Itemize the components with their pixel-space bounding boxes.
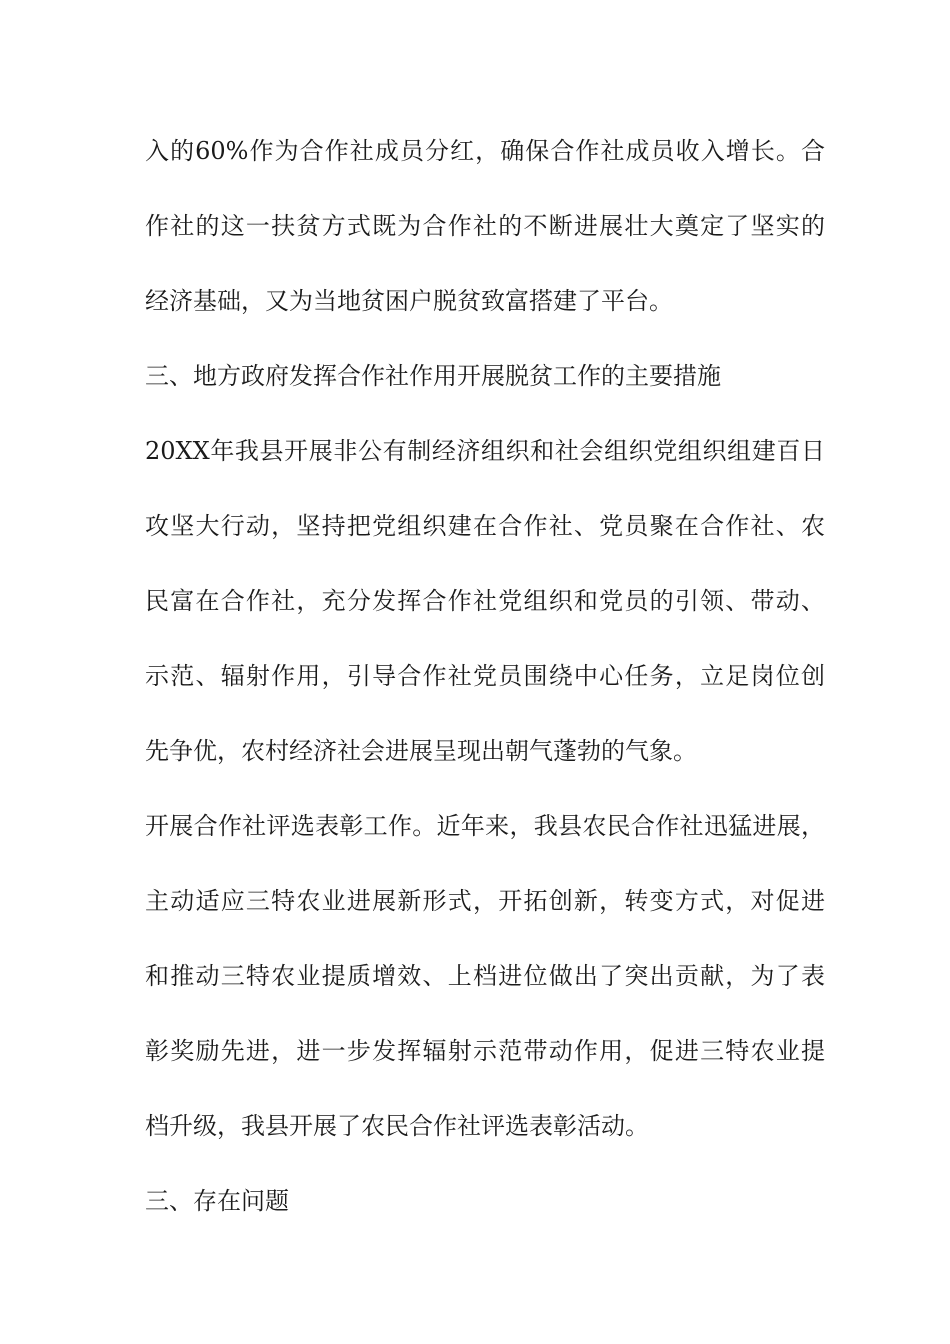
text-line-12: 和推动三特农业提质增效、上档进位做出了突出贡献，为了表 xyxy=(145,962,825,990)
text-line-9: 先争优，农村经济社会进展呈现出朝气蓬勃的气象。 xyxy=(145,737,697,765)
text-line-11: 主动适应三特农业进展新形式，开拓创新，转变方式，对促进 xyxy=(145,887,825,915)
text-line-10: 开展合作社评选表彰工作。近年来，我县农民合作社迅猛进展， xyxy=(145,812,825,840)
text-line-13: 彰奖励先进，进一步发挥辐射示范带动作用，促进三特农业提 xyxy=(145,1037,825,1065)
text-line-5: 20XX年我县开展非公有制经济组织和社会组织党组织组建百日 xyxy=(145,437,825,465)
text-line-1: 入的60%作为合作社成员分红，确保合作社成员收入增长。合 xyxy=(145,137,825,165)
section-heading-problems: 三、存在问题 xyxy=(145,1187,289,1215)
text-line-8: 示范、辐射作用，引导合作社党员围绕中心任务，立足岗位创 xyxy=(145,662,825,690)
text-line-7: 民富在合作社，充分发挥合作社党组织和党员的引领、带动、 xyxy=(145,587,825,615)
text-line-14: 档升级，我县开展了农民合作社评选表彰活动。 xyxy=(145,1112,649,1140)
section-heading-measures: 三、地方政府发挥合作社作用开展脱贫工作的主要措施 xyxy=(145,362,721,390)
text-line-3: 经济基础，又为当地贫困户脱贫致富搭建了平台。 xyxy=(145,287,673,315)
text-line-2: 作社的这一扶贫方式既为合作社的不断进展壮大奠定了坚实的 xyxy=(145,212,825,240)
text-line-6: 攻坚大行动，坚持把党组织建在合作社、党员聚在合作社、农 xyxy=(145,512,825,540)
